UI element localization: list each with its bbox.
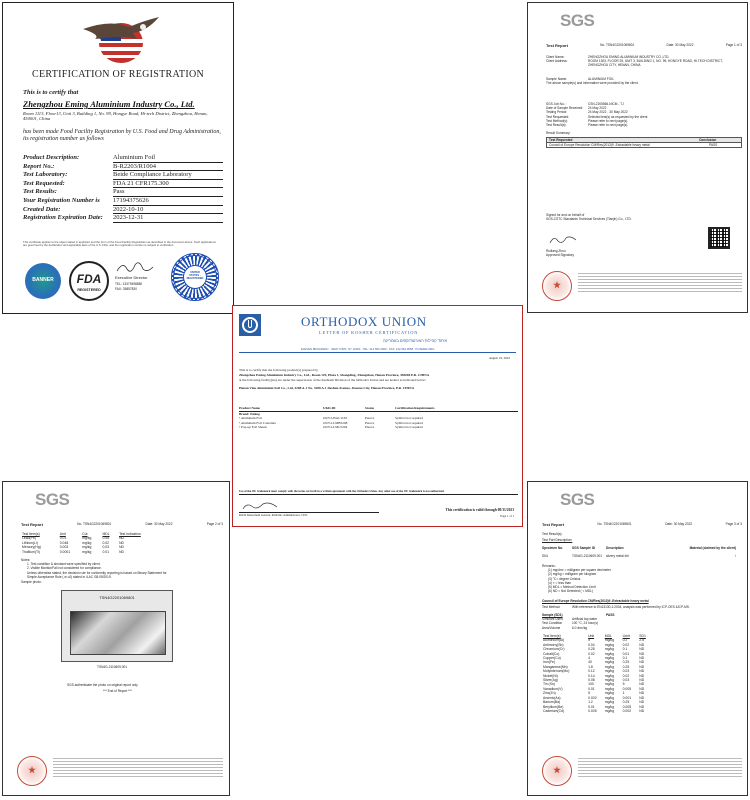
signature-mark — [241, 501, 281, 511]
results-label: Test Result(s): Test Part Description: — [542, 532, 573, 543]
qr-code-icon — [708, 227, 730, 249]
report-header: Test Report No. TSN4G2201069801 Date: 30 May 2022 Page 2 of 3 — [21, 522, 223, 527]
ou-header-rule — [239, 352, 516, 353]
remarks: Remarks: (1) mg/dm² = milligram per square decimeter (2) mg/kg = milligram per kilogram (3) °C= degree Celsius (4) < = less than (5) MDL = Method Detection Limit (6) ND = Not Detected ( < MDL) — [542, 564, 611, 594]
client-block: Client Name: ZHENGZHOU EMING ALUMINIUM INDUSTRY CO.,LTD. Client Address: ROOM 1303, FLOOR 25, UNIT 3, BUILDING 1, NO. 99, HONGYE ROAD, HI-TECH DISTRICT, ZHENGZHOU CITY, HENAN, CHINA — [546, 55, 723, 68]
table-row: Cobalt(Co) 0.02 mg/kg 0.01 ND — [543, 651, 645, 656]
sgs-stamp-icon — [542, 756, 572, 786]
report-header: Test Report No. TSN4G2201069801 Date: 30 May 2022 Page 1 of 3 — [546, 43, 742, 48]
table-row: Thallium(Tl) 0.0001 mg/kg 0.01 ND — [22, 549, 124, 554]
fax: FAX: 35857830 — [115, 287, 137, 291]
certificate-title: CERTIFICATION OF REGISTRATION — [32, 69, 204, 80]
table-row: • Aluminum Foil Container OUV2-LMB5208 Pareve Symbol not required — [239, 420, 423, 425]
field-row: Product Description: Aluminium Foil — [23, 154, 233, 163]
photo-id: TSN4G-2110609.001 — [97, 665, 128, 669]
company-name: Zhengzhou Eming Aluminium Industry Co., Ltd. — [23, 99, 195, 109]
table-row: Arsenic(As) 0.002 mg/kg 0.001 ND — [543, 695, 645, 700]
test-method: Test Method: With reference to EN13130-1:2004, analysis was performed by ICP-OES &ICP-MS. — [542, 605, 690, 609]
sgs-stamp-icon — [17, 756, 47, 786]
ou-footer-note: Use of the OU trademark must comply with the terms set forth in a written agreement with the Orthodox Union. Any other use of the OU trademark is not authorized. — [239, 489, 518, 495]
eagle-flag-emblem — [81, 13, 161, 67]
sample-block: Sample Name: ALUMINIUM FOIL The above sample(s) and information were provided by the client. — [546, 77, 639, 86]
table-row: Tin (Sn) 100 mg/kg 5 ND — [543, 682, 645, 687]
sgs-logo: SGS — [560, 490, 595, 509]
fda-registration-certificate — [2, 2, 234, 314]
table-row: Copper(Cu) 4 mg/kg 0.1 ND — [543, 656, 645, 661]
table-row: Vanadium(V) 0.01 mg/kg 0.005 ND — [543, 686, 645, 691]
ou-subtitle: LETTER OF KOSHER CERTIFICATION — [319, 330, 419, 335]
ou-brand: ORTHODOX UNION — [301, 314, 427, 329]
ou-page: Page 1 of 1 — [500, 514, 514, 518]
table-row: SN1 TSN4G-2110609.001 silvery metal foil / — [542, 554, 736, 559]
ou-body: This is to certify that the following product(s) prepared by Zhengzhou Eming Aluminium Industry Co., Ltd., Room 129, Plaza 1, Shangding, Zhengzhou, Henan Province, 450000 P.R. CHINA at the following facility(ies) are under the supervision of the Kashruth Division of the Orthodox Union and are kosher as indicated below: Henan Vino Aluminium Foil Co., Ltd, 3288 A-1 No. 3288 A-1 Deshun Avenue, Jiaozuo City, Henan Province, P.R. CHINA — [239, 368, 430, 390]
section-title: Council of Europe Resolution CM/Res(2013)9 -Extractable heavy metal — [542, 599, 649, 603]
result-summary-label: Result Summary: — [546, 131, 571, 135]
fda-logo: FDA REGISTERED — [69, 261, 109, 301]
table-row: • Pop-up Foil Sheets OUV2-LMC5204 Pareve Symbol not required — [239, 425, 423, 430]
registration-seal: UNITED STATES · REGISTERED — [171, 253, 219, 301]
letter-date: August 23, 2022 — [488, 356, 510, 360]
table-row: Lead(Pb) 0.01 mg/kg 0.05 ND — [22, 536, 124, 541]
table-row: Aluminium(Al) 5 mg/kg 0.2 2.5 — [543, 638, 644, 643]
table-row: Iron(Fe) 40 mg/kg 0.25 ND — [543, 660, 645, 665]
sample-photo: TSN4G2201069801 — [61, 590, 173, 662]
table-row: Cadmium(Cd) 0.005 mg/kg 0.002 ND — [543, 708, 645, 713]
table-row: Silver(Ag) 0.08 mg/kg 0.03 ND — [543, 678, 645, 683]
certify-line: This is to certify that — [23, 89, 79, 96]
field-row: Report No.: B-R2203/R1004 — [23, 163, 233, 172]
result-summary-table: Test Requested Conclusion Council of Europe Resolution CM/Res(2013)9 -Extractable heavy metal PASS — [546, 137, 742, 148]
legal-fineprint — [53, 758, 223, 782]
signature-mark — [548, 235, 578, 245]
field-row: Test Laboratory: Beide Compliance Laboratory — [23, 171, 233, 180]
table-row: Nickel(Ni) 0.14 mg/kg 0.02 ND — [543, 673, 645, 678]
table-row: Lithium(Li) 0.048 mg/kg 0.02 ND — [22, 540, 124, 545]
table-row: Zinc(Zn) 5 mg/kg 1 ND — [543, 691, 645, 696]
report-header: Test Report No. TSN4G2201069801 Date: 30 May 2022 Page 3 of 3 — [542, 522, 742, 527]
field-row: Test Results: Pass — [23, 188, 233, 197]
field-row: Registration Expiration Date: 2023-12-31 — [23, 214, 233, 223]
banner-logo: BANNER — [25, 263, 61, 299]
ou-product-table: Product Name UKD-ID Status Certification Requirements Brand: Eming • Aluminum Foil OUV2-HAC1163 Pareve Symbol not required • Aluminum Foil Container OUV2-LMB5208 Pareve Symbol not required • Pop-up Foil Sheets OUV2-LMC5204 Pareve Symbol not required — [239, 406, 518, 430]
field-row: Your Registration Number is 17194375626 — [23, 197, 233, 206]
job-details: SGS Job No.: CSN-2205566-NICM - TJ Date of Sample Received: 24 May 2022 Testing Period: 24 May 2022 - 30 May 2022 Test Requested: Selected test(s) as requested by the client Test Method(s): Please refer to next page(s). Test Result(s): Please refer to next page(s). — [546, 102, 648, 128]
legal-fineprint — [578, 758, 742, 782]
end-of-report: *** End of Report *** — [103, 689, 132, 693]
table-row: Molybdenum(Mo) 0.12 mg/kg 0.03 ND — [543, 669, 645, 674]
ou-hebrew: איחוד קהילות האורטודוקסים באמריקה — [383, 338, 448, 343]
notes: Notes: 1. Test condition & simulant were specified by client. 2. Visible Monitor/Fail not considered for compliance. Unless otherwise stated, the decision rule for conformity reporting is based on Binary Statement for Simple Acceptance Rule ( w ≤0) stated in ILAC G8:09/2019. Sample photo: — [21, 558, 167, 585]
ou-logo-icon — [239, 314, 261, 336]
ou-address: ELEVEN BROADWAY · NEW YORK, NY 10004 · TEL: 212.563.4000 · FAX: 212.564.9058 · KOSHER.ORG — [301, 347, 435, 351]
table-row: Manganese(Mn) 1.8 mg/kg 0.25 ND — [543, 664, 645, 669]
signer: Ruiliang Zhou Approved Signatory — [546, 249, 574, 258]
heavy-metal-table: Test Item(s) Unit MDL Limit SD1 Aluminium(Al) 5 mg/kg 0.2 2.5 Antimony(Sb) 0.04 mg/kg 0.02 ND Chromium(Cr) 0.25 mg/kg 0.1 ND Cobalt(Co) 0.02 mg/kg 0.01 ND Copper(Cu) 4 mg/kg 0.1 ND Iron(Fe) 40 mg/kg 0.25 ND Manganese(Mn) 1.8 mg/kg 0.25 ND Molybdenum(Mo) 0.12 mg/kg 0.03 ND Nickel(Ni) 0.14 mg/kg 0.02 ND Silver(Ag) 0.08 mg/kg 0.03 ND Tin (Sn) 100 mg/kg 5 ND Vanadium(V) 0.01 mg/kg 0.005 ND Zinc(Zn) 5 mg/kg 1 ND Arsenic(As) 0.002 mg/kg 0.001 ND Barium(Ba) 1.2 mg/kg 0.25 ND Beryllium(Be) 0.01 mg/kg 0.005 ND Cadmium(Cd) 0.005 mg/kg 0.002 ND — [542, 634, 652, 713]
registration-fields — [23, 154, 233, 223]
signed-for: Signed for and on behalf of SGS-CSTC Standards Technical Services (Tianjin) Co., LTD. — [546, 213, 632, 222]
certificate-disclaimer: This certificate applies to the object stated in applicant and the form of the Food Facility Registration as described in the document above. Such applications are governed by the declaration and applicable laws of the U.S. FDA, and the registration number is subject to verification. — [23, 240, 216, 248]
sgs-logo: SGS — [560, 11, 595, 30]
photo-caption: SGS authenticate the photo on original report only — [67, 683, 138, 687]
table-row: Beryllium(Be) 0.01 mg/kg 0.005 ND — [543, 704, 645, 709]
results-table: Test Item(s) Unit Cut MDL Test Indication Lead(Pb) 0.01 mg/kg 0.05 ND Lithium(Li) 0.048 mg/kg 0.02 ND Mercury(Hg) 0.003 mg/kg 0.03 ND Thallium(Tl) 0.0001 mg/kg 0.01 ND — [21, 532, 161, 554]
company-address: Room 1113, Floor13, Unit 3, Building 1, No. 99, Hongye Road, Hi-tech District, Zhengzhou, Henan, 450001, China — [23, 111, 208, 122]
table-row: Barium(Ba) 1.2 mg/kg 0.25 ND — [543, 700, 645, 705]
signature-title: Executive Director — [115, 275, 148, 280]
sgs-report-page-2 — [2, 481, 230, 796]
ou-signer: Rabbi Menachem Genack, Rabbinic Administrator, CEO — [239, 512, 379, 517]
sgs-report-page-1 — [527, 2, 748, 313]
sgs-report-page-3 — [527, 481, 748, 796]
legal-fineprint — [578, 273, 742, 297]
ou-kosher-letter — [232, 305, 523, 527]
table-row: • Aluminum Foil OUV2-HAC1163 Pareve Symbol not required — [239, 416, 423, 421]
tel: TEL: 13379498880 — [115, 282, 143, 286]
field-row: Test Requested: FDA 21 CFR175.300 — [23, 180, 233, 189]
table-row: Chromium(Cr) 0.25 mg/kg 0.1 ND — [543, 647, 645, 652]
field-row: Created Date: 2022-10-10 — [23, 206, 233, 215]
sgs-logo: SGS — [35, 490, 70, 509]
table-row: Antimony(Sb) 0.04 mg/kg 0.02 ND — [543, 642, 645, 647]
sgs-stamp-icon — [542, 271, 572, 301]
signature-mark — [115, 261, 155, 275]
sample-conditions: Sample (SD1) PASS Simulant Used Artificial tap water Test Condition 100 °C, 24 hour(s) Area/Volume 6.0 dm²/kg — [542, 613, 615, 630]
table-row: Mercury(Hg) 0.003 mg/kg 0.03 ND — [22, 545, 124, 550]
ou-valid: This certification is valid through 08/31/2023 — [445, 508, 514, 512]
registration-statement: has been made Food Facility Registration by U.S. Food and Drug Administration, its registration number as follows — [23, 129, 221, 142]
specimen-table: Specimen No. SGS Sample ID Description Material (claimed by the client) SN1 TSN4G-2110609.001 silvery metal foil / — [542, 546, 742, 558]
